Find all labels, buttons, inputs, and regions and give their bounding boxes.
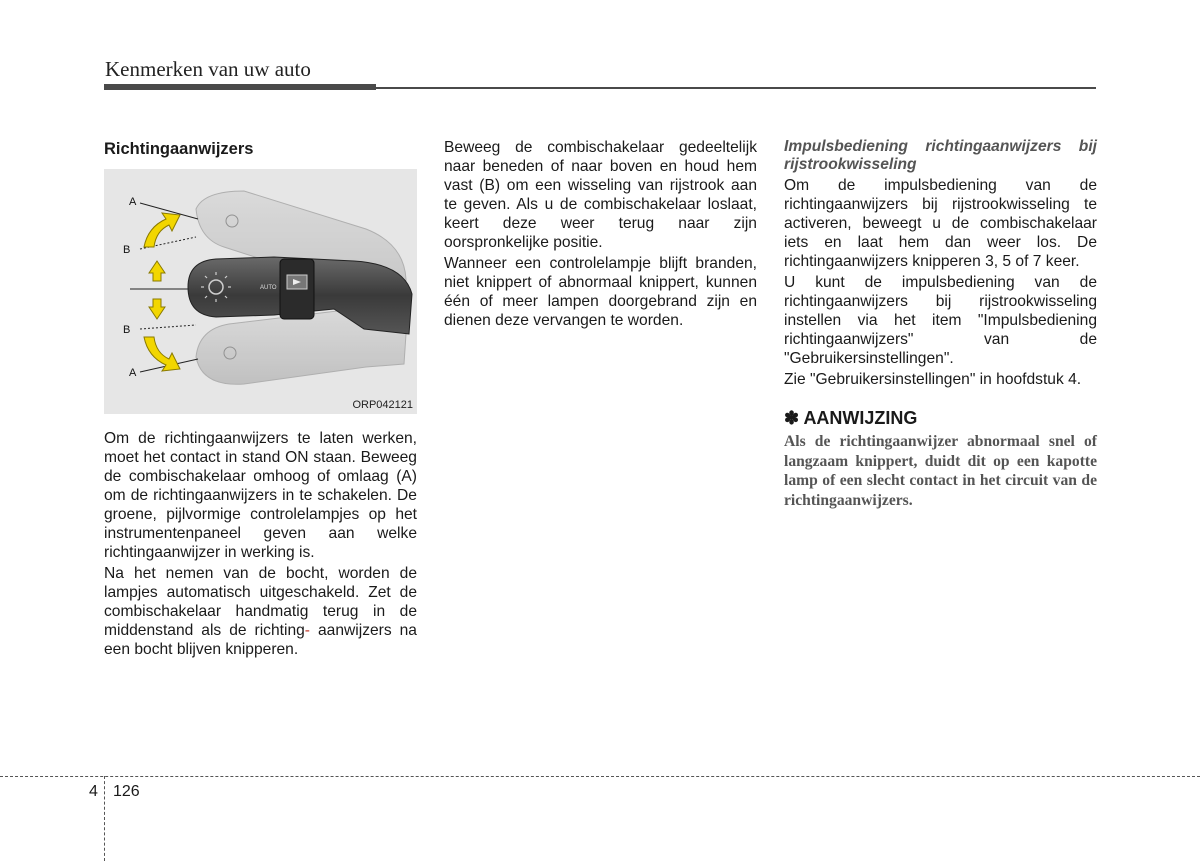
label-b-bottom: B: [123, 324, 131, 336]
footer-rule: [0, 776, 1200, 777]
col2-paragraph-1: Beweeg de combischakelaar gedeeltelijk naar beneden of naar boven en houd hem vast (B) om een wisseling van rijstrook aan te geven. Als u de combischakelaar loslaat, keert deze weer terug naar zijn oorspronkelijke positie.: [444, 139, 757, 251]
col3-paragraph-3: Zie "Gebruikersinstellingen" in hoofdstuk 4.: [784, 371, 1082, 388]
arrow-curved-up-icon: [144, 213, 180, 247]
header-rule-thin: [376, 87, 1096, 89]
note-title: [784, 409, 1097, 428]
figure-code: ORP042121: [352, 399, 413, 411]
arrow-down-icon: [149, 299, 165, 319]
col1-paragraph-2: [104, 564, 417, 659]
col2-paragraph-2: Wanneer een controlelampje blijft branden, niet knippert of abnormaal knippert, kunnen één of meer lampen doorgebrand zijn en dienen deze vervangen te worden.: [444, 255, 757, 329]
col1-p2-end: aanwijzers na een bocht blijven knipperen.: [104, 622, 417, 658]
header-rule-thick: [104, 84, 376, 90]
header-title: Kenmerken van uw auto: [105, 57, 311, 81]
col1-p2-hyphen: -: [304, 622, 310, 639]
col3-paragraph-2: U kunt de impulsbediening van de richtingaanwijzers bij rijstrookwisseling instellen via het item "Impulsbediening richtingaanwijzers" van de "Gebruikersinstellingen".: [784, 274, 1097, 367]
col3-paragraph-1: Om de impulsbediening van de richtingaanwijzers bij rijstrookwisseling te activeren, beweegt u de combischakelaar iets en laat hem dan weer los. De richtingaanwijzers knipperen 3, 5 of 7 keer.: [784, 177, 1097, 270]
column-2: [444, 138, 757, 332]
arrow-curved-down-icon: [144, 337, 180, 371]
note-star-icon: ✽: [784, 408, 800, 428]
col1-p2-main: Na het nemen van de bocht, worden de lampjes automatisch uitgeschakeld. Zet de combischakelaar handmatig terug in de middenstand als de richting: [104, 565, 417, 639]
figure-turn-signal-lever: [104, 169, 417, 414]
col1-paragraph-1: Om de richtingaanwijzers te laten werken, moet het contact in stand ON staan. Beweeg de combischakelaar omhoog of omlaag (A) om de richtingaanwijzers in te schakelen. De groene, pijlvormige controlelampjes op het instrumentenpaneel geven aan welke richtingaanwijzer in werking is.: [104, 430, 417, 561]
column-1: [104, 429, 417, 661]
direction-arrows: [144, 213, 180, 371]
arrow-up-icon: [149, 261, 165, 281]
col3-subheading: Impulsbediening richtingaanwijzers bij rijstrookwisseling: [784, 138, 1097, 173]
column-3: [784, 138, 1097, 510]
section-title: Richtingaanwijzers: [104, 140, 254, 158]
lever-illustration: [104, 169, 417, 414]
label-a-bottom: A: [129, 367, 137, 379]
label-a-top: A: [129, 196, 137, 208]
page-chapter: 4: [89, 783, 98, 800]
page-number: 126: [113, 783, 140, 800]
note-body: Als de richtingaanwijzer abnormaal snel of langzaam knippert, duidt dit op een kapotte lamp of een slecht contact in het circuit van de richtingaanwijzers.: [784, 433, 1097, 509]
note-title-text: AANWIJZING: [803, 408, 918, 428]
svg-text:AUTO: AUTO: [260, 285, 277, 291]
footer-vertical-rule: [104, 776, 105, 861]
callout-labels: [123, 196, 137, 379]
label-b-top: B: [123, 244, 131, 256]
